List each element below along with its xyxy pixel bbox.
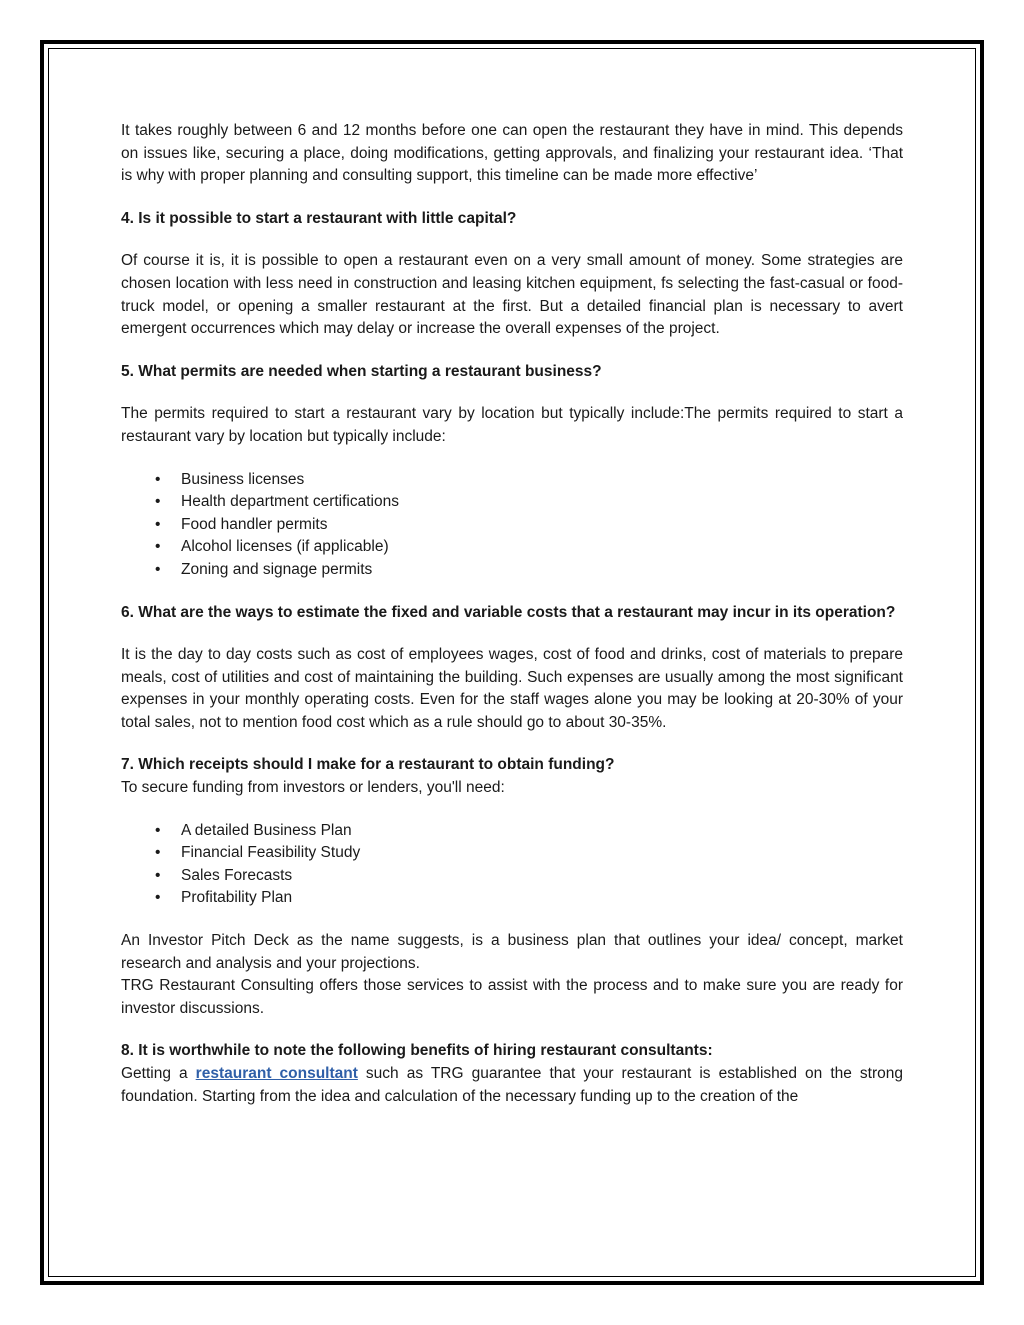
list-item: • Health department certifications xyxy=(121,491,903,514)
paragraph-timeline: It takes roughly between 6 and 12 months before one can open the restaurant they have in mind. This depends on issues like, securing a place, doing modifications, getting approvals, and finalizing your restaurant idea. ‘That is why with proper planning and consulting support, this timeline can be made more effective’ xyxy=(121,122,903,185)
paragraph-trg-services: TRG Restaurant Consulting offers those services to assist with the process and to make sure you are ready for investor discussions. xyxy=(121,977,903,1017)
bullet-icon: • xyxy=(155,470,161,488)
paragraph-pitch-deck: An Investor Pitch Deck as the name suggests, is a business plan that outlines your idea/ concept, market research and analysis and your projections. xyxy=(121,932,903,972)
list-item: • Financial Feasibility Study xyxy=(121,842,903,865)
list-item: • Alcohol licenses (if applicable) xyxy=(121,536,903,559)
list-item: • Zoning and signage permits xyxy=(121,559,903,582)
paragraph-q6: It is the day to day costs such as cost of employees wages, cost of food and drinks, cost of materials to prepare meals, cost of utilities and cost of maintaining the building. Such expenses are usually among the most significant expenses in your monthly operating costs. Even for the staff wages alone you may be looking at 20-30% of your total sales, not to mention food cost which as a rule should go to about 30-35%. xyxy=(121,646,903,731)
bullet-icon: • xyxy=(155,493,161,511)
heading-q7: 7. Which receipts should I make for a restaurant to obtain funding? xyxy=(121,756,615,774)
bullet-icon: • xyxy=(155,889,161,907)
bullet-icon: • xyxy=(155,844,161,862)
heading-q6: 6. What are the ways to estimate the fixed and variable costs that a restaurant may incur in its operation? xyxy=(121,603,896,621)
bullet-icon: • xyxy=(155,821,161,839)
bullet-icon: • xyxy=(155,866,161,884)
list-item: • Profitability Plan xyxy=(121,887,903,910)
paragraph-q5: The permits required to start a restaurant vary by location but typically include:The permits required to start a restaurant vary by location but typically include: xyxy=(121,405,903,445)
bullet-icon: • xyxy=(155,560,161,578)
funding-docs-list xyxy=(121,820,903,910)
list-item: • Business licenses xyxy=(121,469,903,492)
list-item: • Sales Forecasts xyxy=(121,865,903,888)
bullet-icon: • xyxy=(155,515,161,533)
list-item: • A detailed Business Plan xyxy=(121,820,903,843)
paragraph-q4: Of course it is, it is possible to open a restaurant even on a very small amount of money. Some strategies are chosen location with less need in construction and leasing kitchen equipment, fs selecting the fast-casual or food-truck model, or opening a smaller restaurant at the first. But a detailed financial plan is necessary to avert emergent occurrences which may delay or increase the overall expenses of the project. xyxy=(121,252,903,338)
heading-q5: 5. What permits are needed when starting a restaurant business? xyxy=(121,362,602,380)
paragraph-q7: To secure funding from investors or lenders, you'll need: xyxy=(121,779,505,797)
permits-list xyxy=(121,469,903,582)
document-body xyxy=(121,120,903,1128)
restaurant-consultant-link[interactable]: restaurant consultant xyxy=(195,1065,358,1082)
heading-q4: 4. Is it possible to start a restaurant with little capital? xyxy=(121,209,517,227)
bullet-icon: • xyxy=(155,538,161,556)
paragraph-q8: Getting a restaurant consultant such as TRG guarantee that your restaurant is established on the strong foundation. Starting from the idea and calculation of the necessary funding up to the creation of the xyxy=(121,1065,903,1105)
list-item: • Food handler permits xyxy=(121,514,903,537)
heading-q8: 8. It is worthwhile to note the following benefits of hiring restaurant consultants: xyxy=(121,1042,713,1060)
